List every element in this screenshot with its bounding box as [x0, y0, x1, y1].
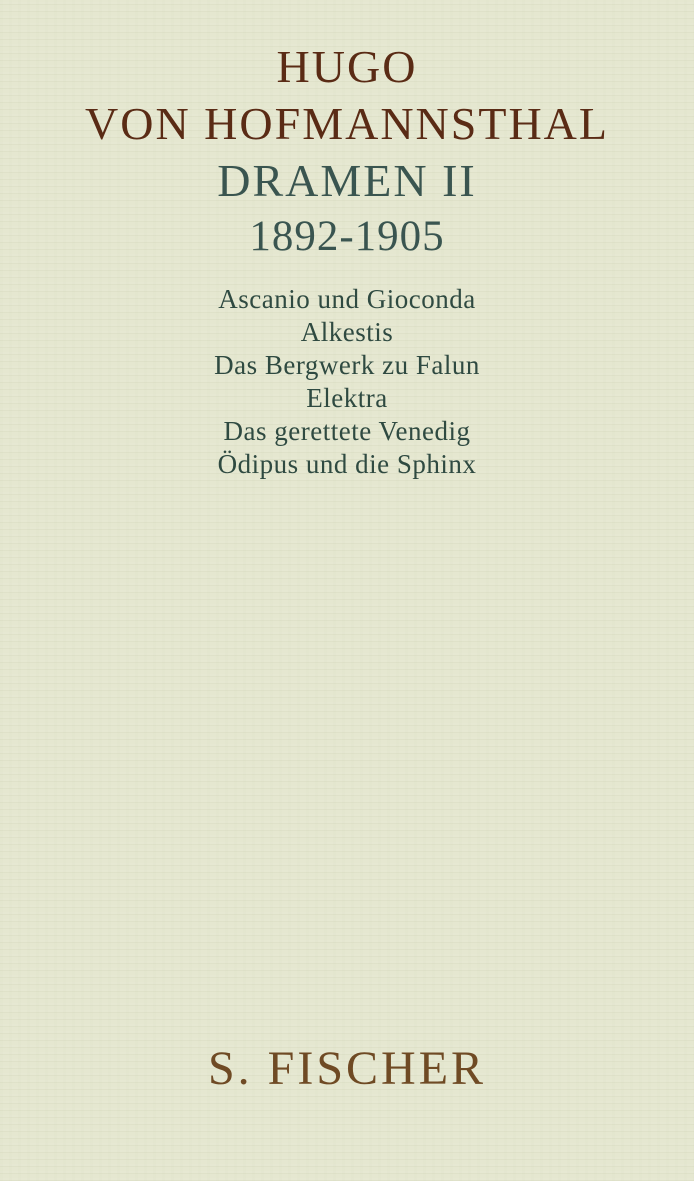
edition-years: 1892-1905 — [249, 213, 445, 260]
author-name-line1: HUGO — [276, 41, 418, 92]
publisher-name: S. FISCHER — [207, 1042, 487, 1095]
works-list — [0, 283, 694, 481]
volume-title: DRAMEN II — [217, 155, 477, 206]
work-title: Das Bergwerk zu Falun — [214, 350, 480, 380]
work-title: Elektra — [306, 383, 388, 413]
work-title: Das gerettete Venedig — [223, 416, 471, 446]
author-name-line2: VON HOFMANNSTHAL — [85, 98, 609, 149]
work-title: Alkestis — [300, 317, 394, 347]
work-title: Ödipus und die Sphinx — [217, 449, 477, 479]
work-title: Ascanio und Gioconda — [218, 284, 476, 314]
title-block — [0, 38, 694, 265]
